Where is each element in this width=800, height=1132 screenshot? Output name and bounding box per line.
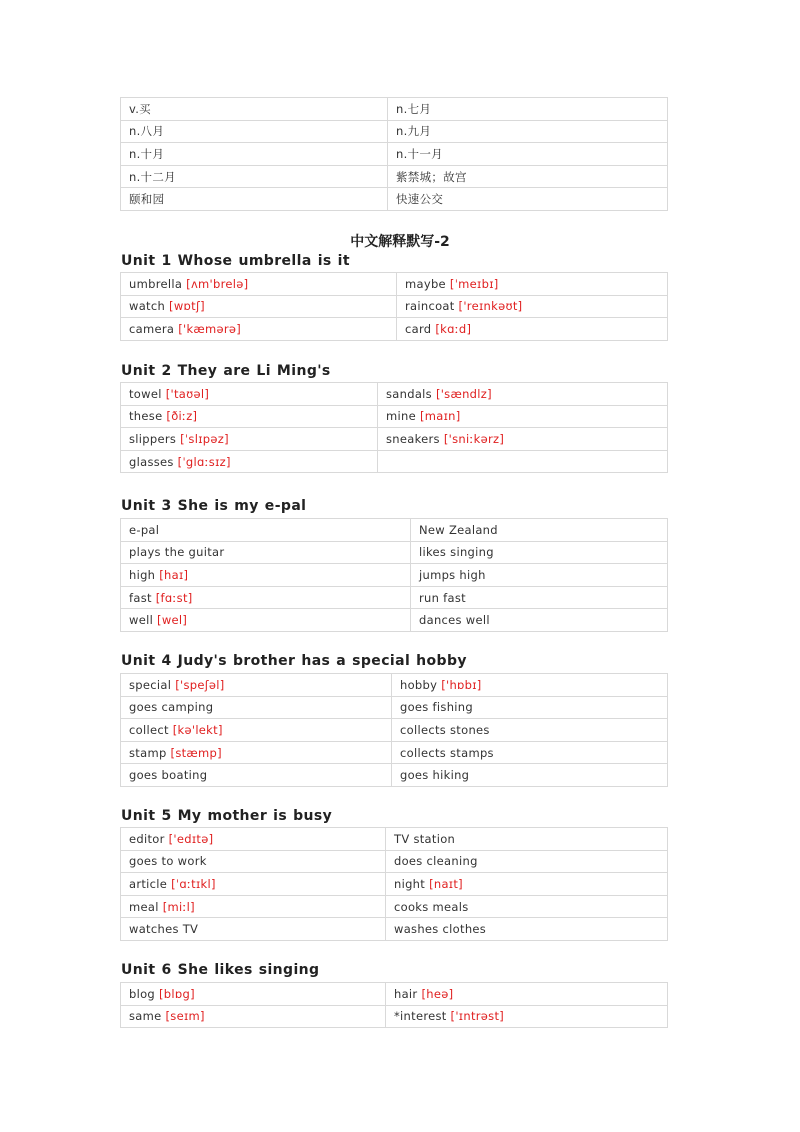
vocab-word: collect [129,722,169,737]
phonetic-transcription: ['reɪnkəʊt] [458,299,523,314]
table-cell: n.十一月 [388,143,668,166]
table-row [121,383,668,406]
table-row [121,98,668,121]
table-row [121,428,668,451]
vocab-cell [121,873,386,896]
vocab-cell [121,895,386,918]
vocab-cell [392,696,668,719]
vocab-word: editor [129,831,165,846]
phonetic-transcription: ['speʃəl] [175,677,225,692]
unit-heading: Unit 4 Judy's brother has a special hobby [121,653,467,669]
phonetic-transcription: ['taʊəl] [165,386,210,401]
phonetic-transcription: ['sniːkərz] [443,431,505,446]
unit-heading: Unit 5 My mother is busy [121,808,333,824]
vocab-word: washes clothes [394,922,487,937]
vocab-cell [392,764,668,787]
vocab-word: blog [129,986,156,1001]
vocab-word: well [129,613,154,628]
vocab-word: does cleaning [394,854,478,869]
unit-heading: Unit 3 She is my e-pal [121,498,307,514]
vocab-cell [121,295,397,318]
table-row [121,188,668,211]
vocab-cell [121,519,411,542]
vocab-word: dances well [419,613,490,628]
vocab-cell [121,850,386,873]
table-row [121,295,668,318]
vocab-cell [392,741,668,764]
vocab-word: maybe [405,276,446,291]
table-row [121,983,668,1006]
table-row [121,273,668,296]
vocab-cell [392,719,668,742]
table-row [121,828,668,851]
section-title: 中文解释默写-2 [350,234,450,250]
top-vocab-table [120,97,668,211]
table-row [121,541,668,564]
phonetic-transcription: [ˈmeɪbɪ] [449,276,499,291]
unit-vocab-table [120,827,668,941]
table-row [121,1005,668,1028]
vocab-word: goes fishing [400,700,473,715]
phonetic-transcription: [miːl] [162,899,195,914]
vocab-cell [121,719,392,742]
unit-vocab-table [120,673,668,787]
phonetic-transcription: [ðiːz] [166,409,198,424]
phonetic-transcription: ['ɪntrəst] [450,1009,505,1024]
vocab-cell [411,519,668,542]
vocab-word: high [129,567,156,582]
vocab-cell [411,541,668,564]
table-cell: n.十二月 [121,165,388,188]
table-row [121,143,668,166]
phonetic-transcription: [wel] [157,613,188,628]
unit-vocab-table [120,382,668,473]
vocab-cell [378,405,668,428]
vocab-word: goes to work [129,854,207,869]
vocab-word: article [129,876,168,891]
vocab-word: stamp [129,745,167,760]
vocab-cell [121,918,386,941]
vocab-word: plays the guitar [129,545,225,560]
unit-vocab-table [120,272,668,341]
vocab-cell [386,1005,668,1028]
phonetic-transcription: [maɪn] [419,409,461,424]
vocab-cell [121,828,386,851]
table-row [121,674,668,697]
unit-heading: Unit 2 They are Li Ming's [121,363,331,379]
table-row [121,895,668,918]
table-cell: 紫禁城；故宫 [388,165,668,188]
vocab-word: same [129,1009,162,1024]
vocab-word: New Zealand [419,522,498,537]
vocab-cell [386,828,668,851]
vocab-word: *interest [394,1009,447,1024]
phonetic-transcription: ['kæmərə] [178,321,242,336]
vocab-word: goes hiking [400,768,470,783]
vocab-word: jumps high [419,567,486,582]
vocab-cell [121,983,386,1006]
table-row [121,850,668,873]
phonetic-transcription: [stæmp] [170,745,222,760]
vocab-cell [378,450,668,473]
vocab-word: night [394,876,426,891]
unit-vocab-table [120,518,668,632]
vocab-cell [378,383,668,406]
vocab-cell [397,273,668,296]
table-cell: v.买 [121,98,388,121]
phonetic-transcription: ['sændlz] [435,386,492,401]
vocab-cell [121,428,378,451]
vocab-word: collects stamps [400,745,494,760]
vocab-cell [121,541,411,564]
vocab-word: these [129,409,163,424]
table-row [121,564,668,587]
vocab-cell [121,696,392,719]
table-row [121,764,668,787]
vocab-cell [121,383,378,406]
unit-vocab-table [120,982,668,1028]
vocab-cell [411,564,668,587]
vocab-cell [121,764,392,787]
vocab-cell [411,609,668,632]
table-cell: 颐和园 [121,188,388,211]
vocab-cell [121,405,378,428]
table-row [121,696,668,719]
vocab-cell [121,318,397,341]
vocab-word: hair [394,986,418,1001]
vocab-word: hobby [400,677,438,692]
phonetic-transcription: [seɪm] [165,1009,205,1024]
phonetic-transcription: [ˈslɪpəz] [180,431,229,446]
vocab-cell [121,1005,386,1028]
vocab-cell [386,918,668,941]
vocab-word: fast [129,590,152,605]
vocab-cell [397,295,668,318]
table-cell: n.八月 [121,120,388,143]
vocab-word: glasses [129,454,174,469]
vocab-word: raincoat [405,299,455,314]
phonetic-transcription: [ˈglɑːsɪz] [177,454,231,469]
table-row [121,586,668,609]
vocab-word: slippers [129,431,177,446]
table-row [121,741,668,764]
phonetic-transcription: ['edɪtə] [168,831,214,846]
table-cell: n.九月 [388,120,668,143]
unit-heading: Unit 1 Whose umbrella is it [121,253,350,269]
table-cell: 快速公交 [388,188,668,211]
table-row [121,450,668,473]
vocab-cell [121,273,397,296]
vocab-cell [121,609,411,632]
vocab-word: e-pal [129,522,160,537]
vocab-word: run fast [419,590,466,605]
vocab-cell [121,674,392,697]
vocab-cell [121,564,411,587]
phonetic-transcription: [kə'lekt] [172,722,223,737]
vocab-word: likes singing [419,545,494,560]
vocab-cell [386,895,668,918]
phonetic-transcription: ['hɒbɪ] [441,677,482,692]
vocab-word: sneakers [386,431,440,446]
vocab-word: sandals [386,386,432,401]
phonetic-transcription: [haɪ] [159,567,189,582]
table-cell: n.七月 [388,98,668,121]
vocab-word: meal [129,899,159,914]
table-row [121,318,668,341]
vocab-word: mine [386,409,416,424]
table-row [121,405,668,428]
table-cell: n.十月 [121,143,388,166]
vocab-word: goes boating [129,768,208,783]
vocab-word: goes camping [129,700,214,715]
table-row [121,519,668,542]
vocab-word: towel [129,386,162,401]
phonetic-transcription: [heə] [421,986,454,1001]
table-row [121,609,668,632]
vocab-cell [121,586,411,609]
vocab-word: watches TV [129,922,199,937]
table-row [121,873,668,896]
vocab-cell [386,873,668,896]
vocab-word: special [129,677,172,692]
phonetic-transcription: [fɑːst] [155,590,193,605]
phonetic-transcription: [naɪt] [429,876,463,891]
table-row [121,719,668,742]
vocab-cell [121,450,378,473]
vocab-cell [386,983,668,1006]
vocab-cell [386,850,668,873]
vocab-word: card [405,321,432,336]
vocab-word: cooks meals [394,899,469,914]
phonetic-transcription: [blɒg] [159,986,195,1001]
unit-heading: Unit 6 She likes singing [121,962,320,978]
table-row [121,120,668,143]
vocab-cell [411,586,668,609]
phonetic-transcription: [ʌm'brelə] [186,276,249,291]
vocab-word: camera [129,321,175,336]
table-row [121,165,668,188]
phonetic-transcription: [wɒtʃ] [169,299,205,314]
phonetic-transcription: [kɑːd] [435,321,472,336]
vocab-cell [121,741,392,764]
vocab-word: collects stones [400,722,490,737]
vocab-word: TV station [394,831,456,846]
phonetic-transcription: [ˈɑːtɪkl] [171,876,216,891]
vocab-cell [392,674,668,697]
vocab-word: watch [129,299,166,314]
vocab-cell [378,428,668,451]
vocab-word: umbrella [129,276,183,291]
table-row [121,918,668,941]
vocab-cell [397,318,668,341]
